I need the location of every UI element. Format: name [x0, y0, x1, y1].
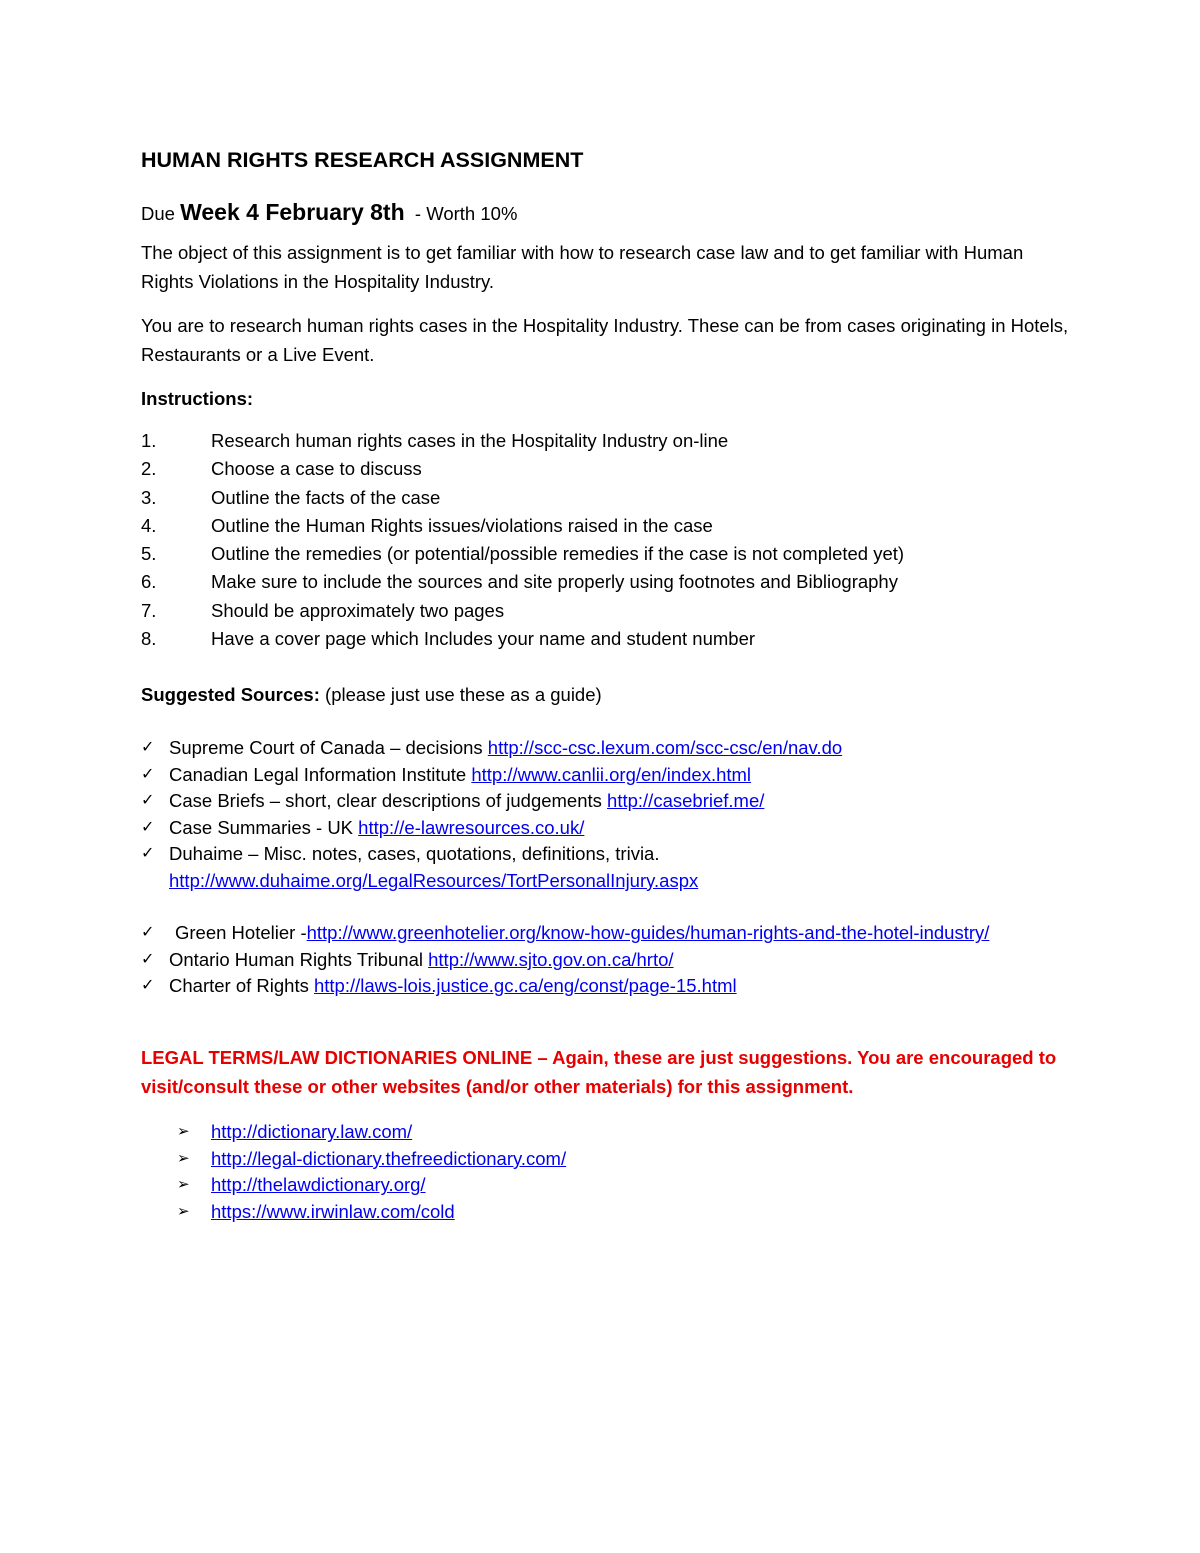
item-text: Have a cover page which Includes your name and student number [211, 628, 756, 650]
source-link[interactable]: http://www.duhaime.org/LegalResources/TortPersonalInjury.aspx [169, 869, 699, 891]
instructions-list [141, 427, 1071, 653]
dictionary-link[interactable]: https://www.irwinlaw.com/cold [211, 1200, 455, 1222]
source-item [141, 841, 1071, 894]
item-text: Should be approximately two pages [211, 599, 505, 621]
source-item [141, 947, 1071, 974]
dictionaries-list [141, 1119, 1071, 1225]
source-link[interactable]: http://casebrief.me/ [607, 790, 765, 812]
source-link[interactable]: http://e-lawresources.co.uk/ [358, 816, 585, 838]
item-number: 1. [141, 430, 157, 451]
source-link[interactable]: http://scc-csc.lexum.com/scc-csc/en/nav.do [487, 737, 843, 759]
check-icon: ✓ [141, 950, 155, 968]
dictionary-item [141, 1199, 1071, 1226]
item-number: 3. [141, 486, 157, 508]
list-item [141, 427, 1071, 455]
source-item [141, 973, 1071, 1000]
item-text: Outline the Human Rights issues/violations raised in the case [211, 514, 713, 536]
source-text: Charter of Rights [169, 975, 314, 997]
item-text: Outline the facts of the case [211, 486, 441, 508]
dictionary-item [141, 1172, 1071, 1199]
list-item [141, 512, 1071, 540]
sources-list [141, 735, 1071, 1000]
item-text: Research human rights cases in the Hospitality Industry on-line [211, 430, 729, 451]
item-number: 5. [141, 543, 157, 565]
list-item [141, 455, 1071, 483]
dictionary-link[interactable]: http://dictionary.law.com/ [211, 1121, 413, 1143]
check-icon: ✓ [141, 845, 155, 863]
item-number: 4. [141, 514, 157, 536]
source-link[interactable]: http://www.greenhotelier.org/know-how-guides/human-rights-and-the-hotel-industry/ [306, 922, 990, 944]
item-number: 2. [141, 458, 157, 480]
source-link[interactable]: http://www.canlii.org/en/index.html [471, 763, 752, 785]
check-icon: ✓ [141, 739, 155, 757]
arrow-bullet-icon: ➢ [177, 1202, 190, 1220]
item-number: 6. [141, 571, 157, 593]
item-text: Choose a case to discuss [211, 458, 422, 480]
check-icon: ✓ [141, 818, 155, 836]
intro-paragraph: The object of this assignment is to get familiar with how to research case law and to get familiar with Human Rights Violations in the Hospitality Industry. [141, 242, 1024, 292]
check-icon: ✓ [141, 977, 155, 995]
document-page [141, 140, 1071, 1225]
document-title: HUMAN RIGHTS RESEARCH ASSIGNMENT [141, 148, 584, 172]
list-item [141, 568, 1071, 596]
dictionary-link[interactable]: http://thelawdictionary.org/ [211, 1174, 426, 1196]
list-item [141, 484, 1071, 512]
list-item [141, 540, 1071, 568]
research-paragraph: You are to research human rights cases in the Hospitality Industry. These can be from cases originating in Hotels, Restaurants or a Live Event. [141, 315, 1069, 365]
legal-terms-heading: LEGAL TERMS/LAW DICTIONARIES ONLINE – Again, these are just suggestions. You are encouraged to visit/consult these or other websites (and/or other materials) for this assignment. [141, 1046, 1057, 1097]
suggested-sources-note: (please just use these as a guide) [319, 684, 602, 706]
due-prefix: Due [141, 203, 181, 224]
check-icon: ✓ [141, 792, 155, 810]
list-item [141, 597, 1071, 625]
source-item [141, 920, 1071, 947]
source-text: Case Summaries - UK [169, 816, 359, 838]
list-item [141, 625, 1071, 653]
item-number: 8. [141, 628, 157, 650]
suggested-sources-label: Suggested Sources: [141, 684, 320, 706]
dictionary-item [141, 1119, 1071, 1146]
source-text: Canadian Legal Information Institute [169, 763, 472, 785]
source-text: Duhaime – Misc. notes, cases, quotations, definitions, trivia. [169, 843, 660, 865]
dictionary-item [141, 1146, 1071, 1173]
instructions-heading: Instructions: [141, 388, 254, 409]
due-date: Week 4 February 8th [180, 199, 405, 225]
dictionary-link[interactable]: http://legal-dictionary.thefreedictionary.com/ [211, 1147, 567, 1169]
source-link[interactable]: http://laws-lois.justice.gc.ca/eng/const/page-15.html [313, 975, 737, 997]
arrow-bullet-icon: ➢ [177, 1176, 190, 1194]
item-text: Outline the remedies (or potential/possible remedies if the case is not completed yet) [211, 543, 905, 565]
source-item [141, 788, 1071, 815]
due-line [141, 192, 1071, 232]
item-number: 7. [141, 599, 157, 621]
item-text: Make sure to include the sources and site properly using footnotes and Bibliography [211, 571, 898, 593]
arrow-bullet-icon: ➢ [177, 1149, 190, 1167]
source-item [141, 815, 1071, 842]
source-text: Supreme Court of Canada – decisions [169, 737, 488, 759]
suggested-sources-line [141, 680, 1071, 709]
check-icon: ✓ [141, 765, 155, 783]
source-text: Green Hotelier - [175, 922, 307, 944]
source-item [141, 735, 1071, 762]
source-link[interactable]: http://www.sjto.gov.on.ca/hrto/ [428, 948, 674, 970]
check-icon: ✓ [141, 924, 155, 942]
worth-text: - Worth 10% [404, 203, 518, 224]
source-item [141, 762, 1071, 789]
arrow-bullet-icon: ➢ [177, 1123, 190, 1141]
source-text: Ontario Human Rights Tribunal [169, 948, 429, 970]
source-text: Case Briefs – short, clear descriptions of judgements [169, 790, 608, 812]
